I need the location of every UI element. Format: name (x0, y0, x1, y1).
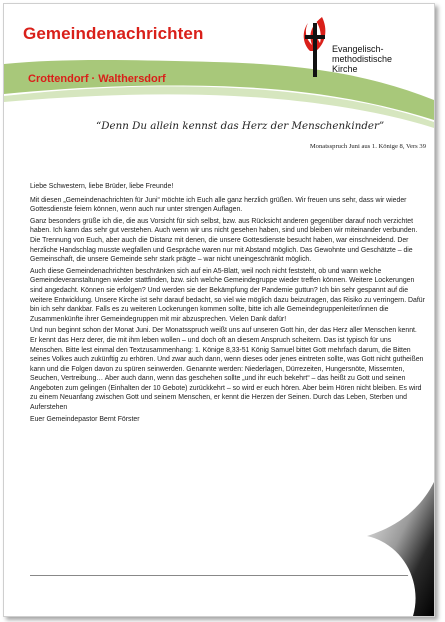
paragraph-4: Und nun beginnt schon der Monat Juni. Der Monatsspruch weißt uns auf unseren Gott hin, der das Herz aller Menschen kennt. Er kennt das Herz derer, die mit ihm leben wollen – und doch oft an diesem Anspruch scheitern. Das ist typisch für uns Menschen. Bitte lest einmal den Textzusammenhang: 1. Könige 8,33-51 König Samuel bittet Gott mehrfach darum, die Bitten seines Volkes auch zukünftig zu erhören. Und zwar auch dann, wenn dieses oder jenes eintreten sollte, was Gott nicht gutheißen kann und die Folgen davon zu spüren seinwerden. Genannte werden: Niederlagen, Dürrezeiten, Hungersnöte, Missernten, Seuchen, Vertreibung… Aber auch dann, wenn das geschehen sollte „und ihr euch bekehrt“ – das heißt zu Gott und seinen Angeboten zum gelingen (Einhalten der 10 Gebote) zurückkehrt – so wird er euch hören. Aber beim Hören nicht bleiben. Es wird zu einem Neuanfang zwischen Gott und seinem Menschen, er kennt die Herzen der Seinen. Durch das Leben, Sterben und Auferstehen (30, 327, 424, 412)
congregation-places: Crottendorf · Walthersdorf (28, 73, 166, 85)
paragraph-1: Mit diesen „Gemeindenachrichten für Juni“ möchte ich Euch alle ganz herzlich grüßen. Wir freuen uns sehr, dass wir wieder Gottesdienste feiern können, wenn auch nur unter strengen Auflagen. (30, 196, 407, 214)
paragraph-3: Auch diese Gemeindenachrichten beschränken sich auf ein A5-Blatt, weil noch nicht feststeht, ob und wann welche Gemeindeveranstaltungen wieder stattfinden, bzw. sich welche Gemeindegruppe wieder treffen können. Weitere Lockerungen sind angedacht. Können sie erfolgen? Und werden sie der Bekämpfung der Pandemie guttun? Ich bin sehr gespannt auf die weitere Entwicklung. Unsere Kirche ist sehr darauf bedacht, so viel wie möglich dazu beizutragen, das Risiko zu verringern. Dafür bin ich sehr dankbar. Falls es zu weiteren Lockerungen kommen sollte, bitte ich alle Gemeindegruppenleiter/innen die Zusammenkünfte ihrer Gemeindegruppen mit mir abzusprechen. Vielen Dank dafür! (30, 267, 425, 323)
newsletter-page (3, 3, 435, 617)
paragraph-2: Ganz besonders grüße ich die, die aus Vorsicht für sich selbst, bzw. aus Rücksicht anderen gegenüber darauf noch verzichtet haben. Ich kann das sehr gut verstehen. Auch wenn wir uns nicht gesehen haben, sind und bleiben wir miteinander verbunden. Die Trennung von Euch, aber auch die Distanz mit denen, die unsere Gottesdienste besucht haben, war einschneidend. Der herzliche Handschlag musste wegfallen und Gespräche waren nur mit Abstand möglich. Das Gewohnte und Geschätzte – die Gemeinschaft, die unsere Gemeinde sehr stark prägte – war nicht uneingeschränkt möglich. (30, 217, 418, 264)
signature: Euer Gemeindepastor Bernt Förster (30, 415, 140, 423)
greeting: Liebe Schwestern, liebe Brüder, liebe Freunde! (30, 183, 174, 190)
cross-flame-icon (300, 15, 330, 77)
verse-reference: Monatsspruch Juni aus 1. Könige 8, Vers 39 (309, 143, 426, 150)
church-logo (300, 15, 430, 85)
newsletter-title: Gemeindenachrichten (23, 24, 204, 43)
monthly-verse-quote: “Denn Du allein kennst das Herz der Menschenkinder” (96, 120, 385, 132)
page-curl-icon (349, 474, 434, 616)
letter-body (30, 182, 425, 426)
church-name: Evangelisch- methodistische Kirche (332, 44, 393, 74)
